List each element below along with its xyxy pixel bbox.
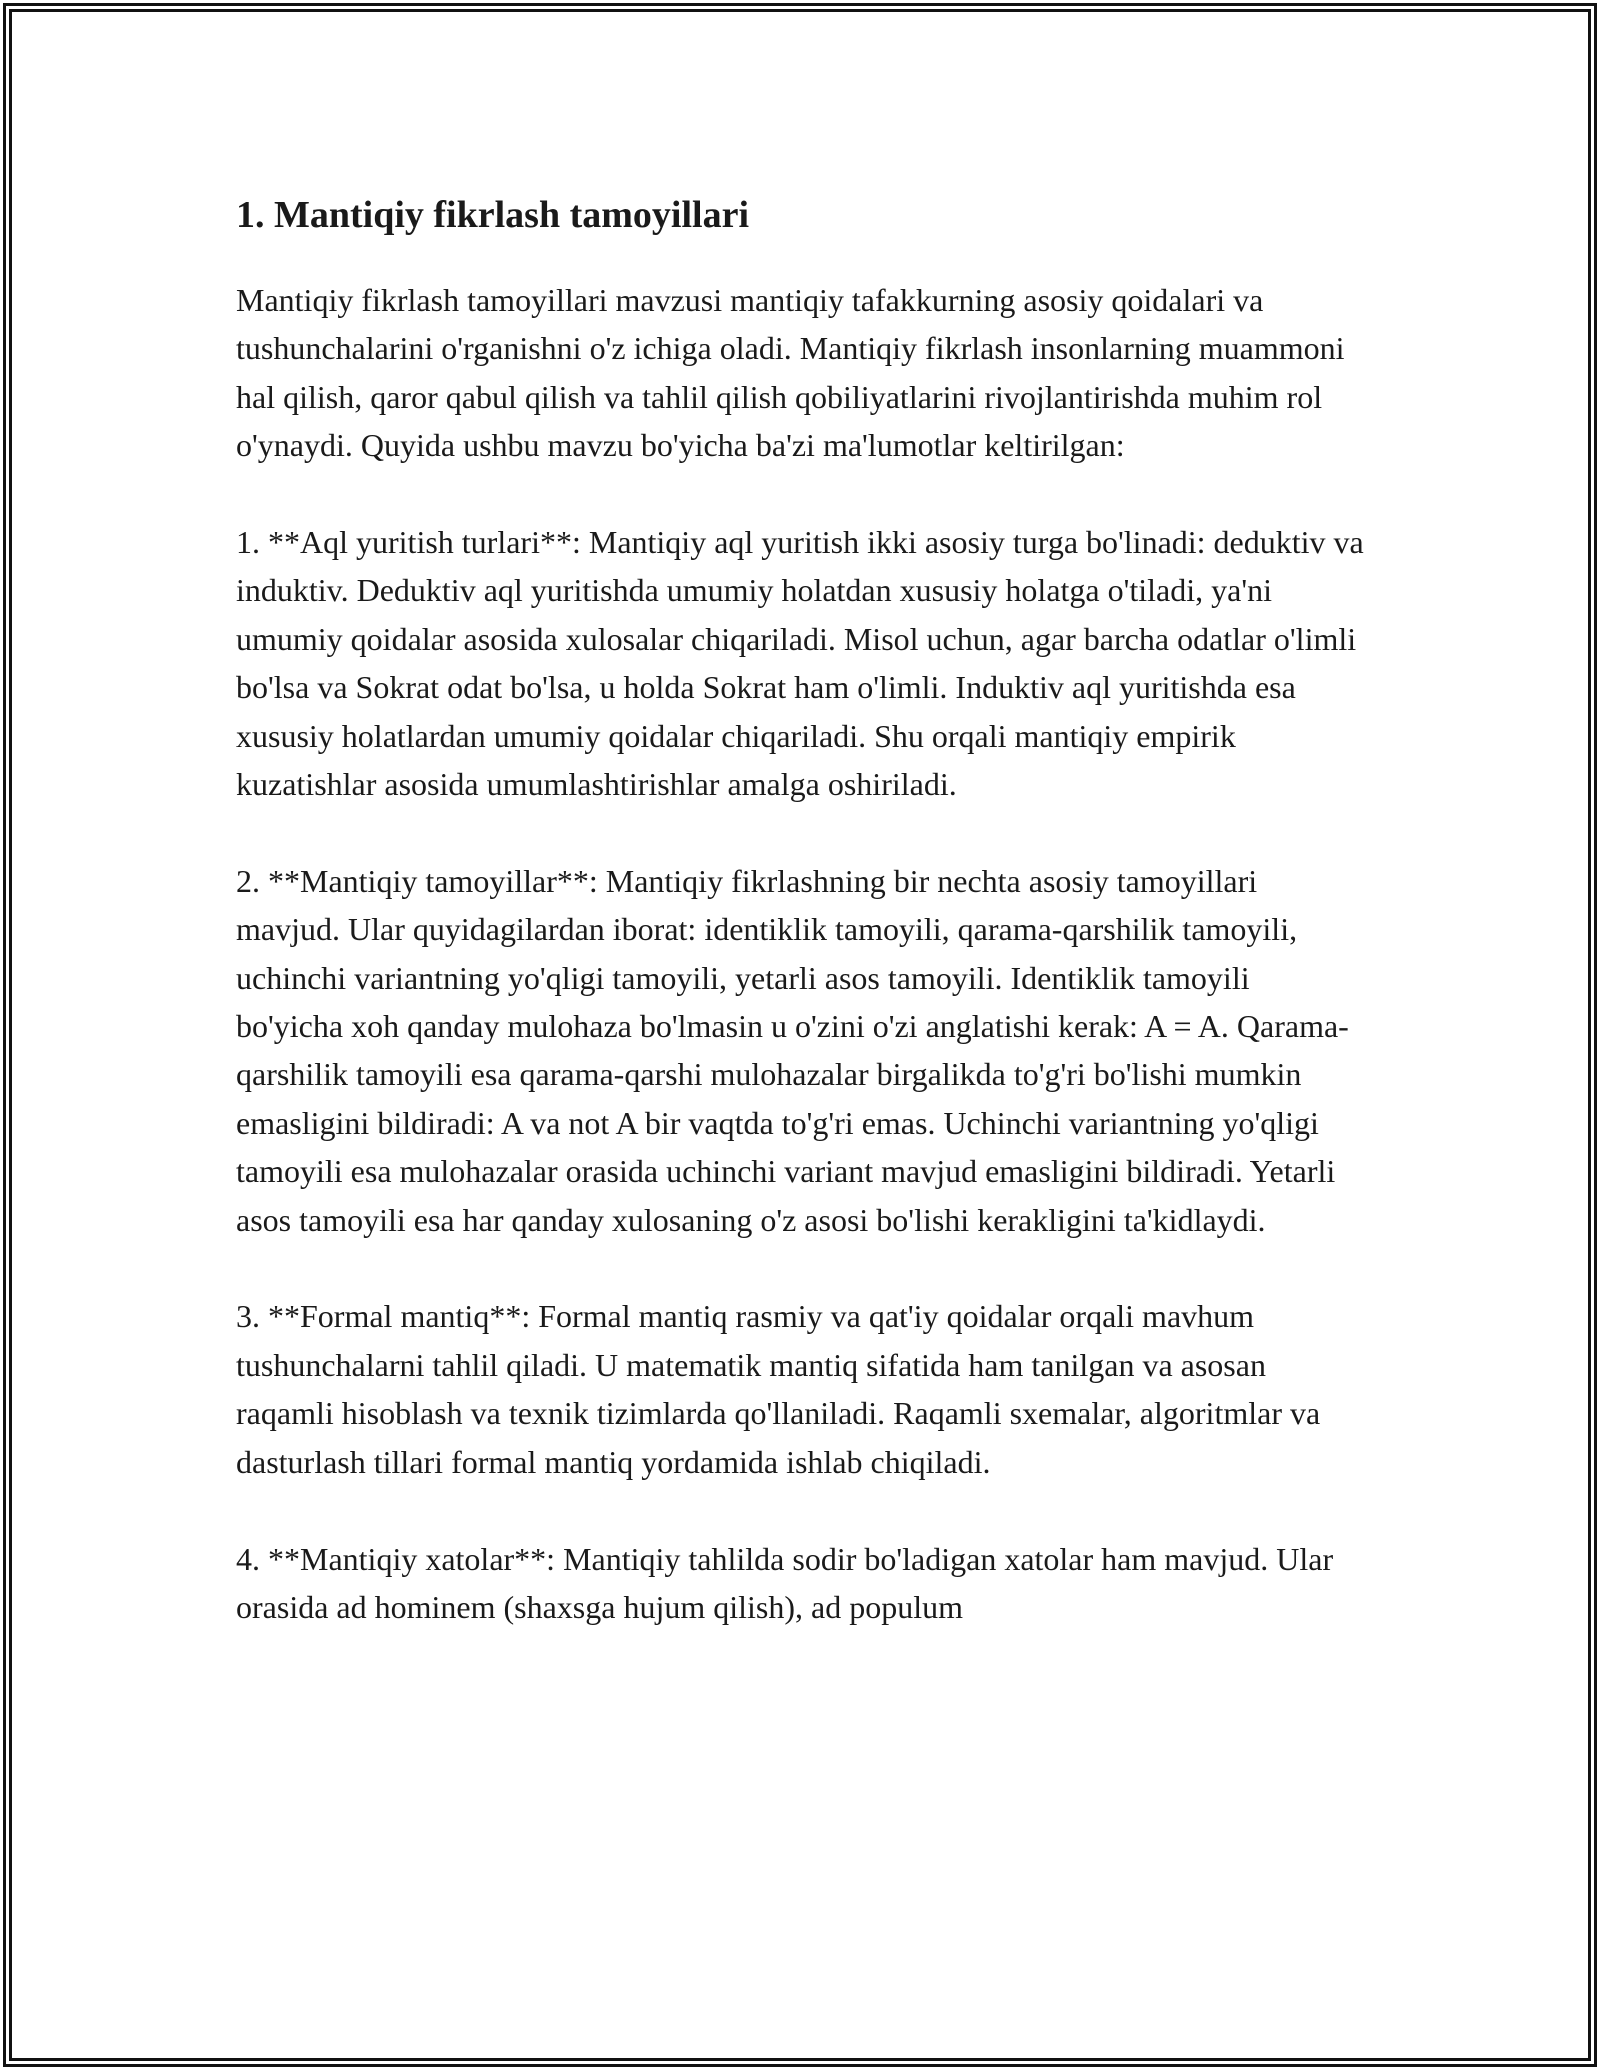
paragraph-formal-logic: 3. **Formal mantiq**: Formal mantiq rasmiy va qat'iy qoidalar orqali mavhum tushunchalarni tahlil qiladi. U matematik mantiq sifatida ham tanilgan va asosan raqamli hisoblash va texnik tizimlarda qo'llaniladi. Raqamli sxemalar, algoritmlar va dasturlash tillari formal mantiq yordamida ishlab chiqiladi. [236, 1298, 1321, 1480]
paragraph-intro: Mantiqiy fikrlash tamoyillari mavzusi mantiqiy tafakkurning asosiy qoidalari va tushunchalarini o'rganishni o'z ichiga oladi. Mantiqiy fikrlash insonlarning muammoni hal qilish, qaror qabul qilish va tahlil qilish qobiliyatlarini rivojlantirishda muhim rol o'ynaydi. Quyida ushbu mavzu bo'yicha ba'zi ma'lumotlar keltirilgan: [236, 282, 1345, 464]
paragraph-logical-principles: 2. **Mantiqiy tamoyillar**: Mantiqiy fikrlashning bir nechta asosiy tamoyillari mavjud. Ular quyidagilardan iborat: identiklik tamoyili, qarama-qarshilik tamoyili, uchinchi variantning yo'qligi tamoyili, yetarli asos tamoyili. Identiklik tamoyili bo'yicha xoh qanday mulohaza bo'lmasin u o'zini o'zi anglatishi kerak: A = A. Qarama-qarshilik tamoyili esa qarama-qarshi mulohazalar birgalikda to'g'ri bo'lishi mumkin emasligini bildiradi: A va not A bir vaqtda to'g'ri emas. Uchinchi variantning yo'qligi tamoyili esa mulohazalar orasida uchinchi variant mavjud emasligini bildiradi. Yetarli asos tamoyili esa har qanday xulosaning o'z asosi bo'lishi kerakligini ta'kidlaydi. [236, 862, 1349, 1238]
paragraph-reasoning-types: 1. **Aql yuritish turlari**: Mantiqiy aql yuritish ikki asosiy turga bo'linadi: deduktiv va induktiv. Deduktiv aql yuritishda umumiy holatdan xususiy holatga o'tiladi, ya'ni umumiy qoidalar asosida xulosalar chiqariladi. Misol uchun, agar barcha odatlar o'limli bo'lsa va Sokrat odat bo'lsa, u holda Sokrat ham o'limli. Induktiv aql yuritishda esa xususiy holatlardan umumiy qoidalar chiqariladi. Shu orqali mantiqiy empirik kuzatishlar asosida umumlashtirishlar amalga oshiriladi. [236, 524, 1364, 803]
document-title: 1. Mantiqiy fikrlash tamoyillari [236, 194, 749, 236]
document-body [236, 185, 1364, 1680]
paragraph-logical-fallacies: 4. **Mantiqiy xatolar**: Mantiqiy tahlilda sodir bo'ladigan xatolar ham mavjud. Ular orasida ad hominem (shaxsga hujum qilish), ad populum [236, 1540, 1334, 1625]
